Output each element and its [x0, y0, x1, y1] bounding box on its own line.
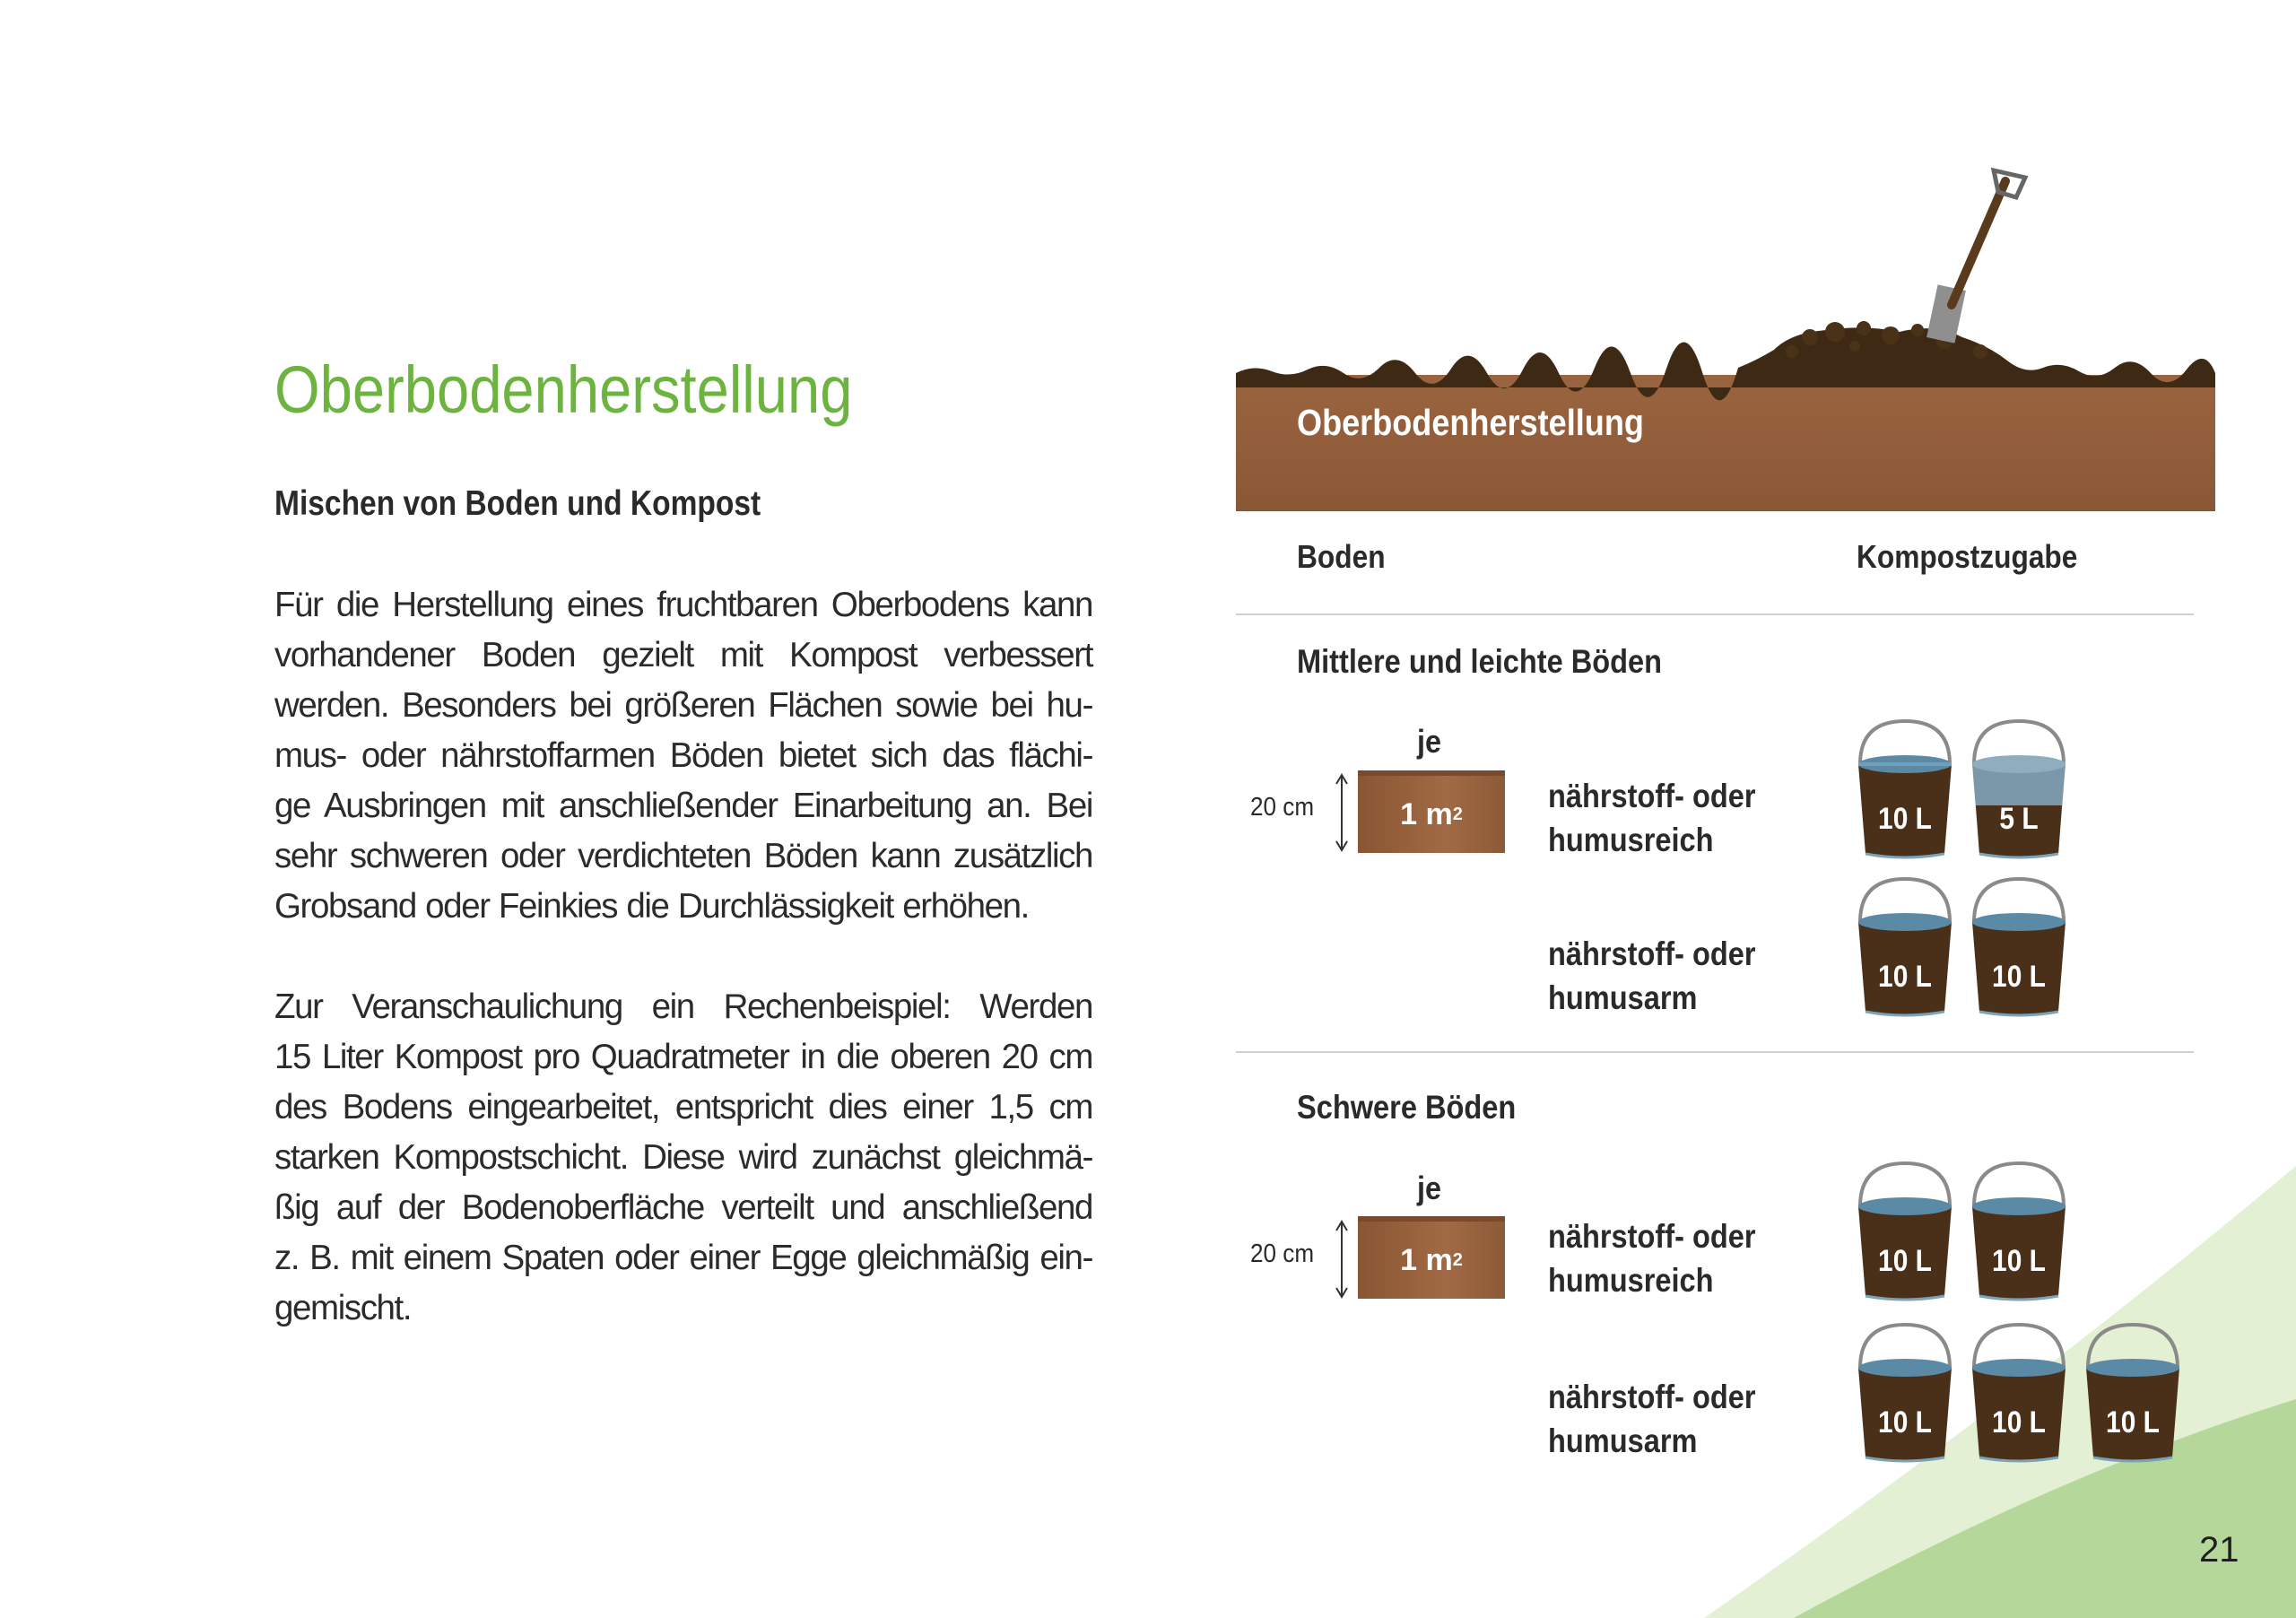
bucket-volume: 10 L: [1878, 1405, 1932, 1440]
compost-bucket: [1855, 719, 1955, 859]
condition-line: humusreich: [1548, 822, 1714, 858]
column-header-soil: Boden: [1297, 538, 1386, 575]
compost-infographic: [1236, 0, 2222, 1618]
bucket-volume: 10 L: [1878, 960, 1932, 994]
compost-bucket: [1969, 1323, 2069, 1463]
bucket-volume: 10 L: [2106, 1405, 2160, 1440]
bucket-volume: 10 L: [1992, 960, 2046, 994]
spade-icon: [1926, 170, 2025, 344]
compost-bucket: [1969, 1161, 2069, 1301]
per-label: je: [1417, 723, 1442, 760]
text-line: z. B. mit einem Spaten oder einer Egge gleichmäßig ein-: [274, 1239, 1092, 1277]
page-number: 21: [2199, 1530, 2239, 1570]
area-superscript: 2: [1452, 1249, 1463, 1270]
compost-bucket: [2083, 1323, 2183, 1463]
condition-line: humusreich: [1548, 1262, 1714, 1299]
bucket-volume: 10 L: [1992, 1405, 2046, 1440]
section-title-heavy: Schwere Böden: [1297, 1089, 1517, 1126]
column-header-compost: Kompostzugabe: [1857, 538, 2078, 575]
page-title: Oberbodenherstellung: [274, 352, 853, 427]
compost-bucket: [1855, 1161, 1955, 1301]
infographic-title: Oberbodenherstellung: [1297, 402, 1644, 443]
text-line: vorhandener Boden gezielt mit Kompost verbessert: [274, 636, 1092, 674]
section-title-medium-light: Mittlere und leichte Böden: [1297, 643, 1663, 680]
condition-line: humusarm: [1548, 1422, 1698, 1459]
condition-line: nährstoff- oder: [1548, 1379, 1756, 1415]
text-line: Zur Veranschaulichung ein Rechenbeispiel: Werden: [274, 987, 1092, 1026]
condition-label: [1548, 932, 1756, 1020]
divider: [1236, 1051, 2194, 1053]
depth-arrow-icon: [1335, 773, 1349, 852]
condition-line: nährstoff- oder: [1548, 778, 1756, 814]
condition-label: [1548, 1214, 1756, 1302]
depth-arrow-icon: [1335, 1220, 1349, 1299]
depth-label: 20 cm: [1250, 1240, 1315, 1268]
soil-block-1m2: [1358, 1216, 1505, 1299]
text-line: 15 Liter Kompost pro Quadratmeter in die oberen 20 cm: [274, 1038, 1092, 1076]
condition-line: nährstoff- oder: [1548, 935, 1756, 972]
area-superscript: 2: [1452, 804, 1463, 824]
text-line: gemischt.: [274, 1289, 412, 1327]
condition-label: [1548, 1375, 1756, 1463]
text-line: des Bodens eingearbeitet, entspricht dies einer 1,5 cm: [274, 1088, 1092, 1127]
condition-label: [1548, 774, 1756, 862]
section-subtitle: Mischen von Boden und Kompost: [274, 484, 761, 523]
condition-line: humusarm: [1548, 979, 1698, 1016]
text-line: mus- oder nährstoffarmen Böden bietet sich das flächi-: [274, 736, 1092, 775]
bucket-volume: 10 L: [1878, 802, 1932, 836]
area-label: 1 m: [1400, 1242, 1453, 1277]
area-label: 1 m: [1400, 796, 1453, 831]
bucket-volume: 5 L: [1999, 802, 2039, 836]
per-label: je: [1417, 1170, 1442, 1206]
text-line: werden. Besonders bei größeren Flächen sowie bei hu-: [274, 686, 1092, 725]
text-line: ge Ausbringen mit anschließender Einarbeitung an. Bei: [274, 787, 1092, 825]
divider: [1236, 613, 2194, 615]
bucket-volume: 10 L: [1992, 1244, 2046, 1278]
compost-bucket: [1855, 1323, 1955, 1463]
condition-line: nährstoff- oder: [1548, 1218, 1756, 1255]
text-line: ßig auf der Bodenoberfläche verteilt und anschließend: [274, 1188, 1092, 1227]
compost-bucket: [1855, 877, 1955, 1017]
bucket-volume: 10 L: [1878, 1244, 1932, 1278]
soil-block-1m2: [1358, 770, 1505, 853]
text-line: Grobsand oder Feinkies die Durchlässigkeit erhöhen.: [274, 887, 1029, 926]
intro-paragraph: [274, 580, 1092, 932]
example-paragraph: [274, 982, 1092, 1334]
text-line: Für die Herstellung eines fruchtbaren Oberbodens kann: [274, 586, 1092, 624]
compost-bucket: [1969, 877, 2069, 1017]
depth-label: 20 cm: [1250, 793, 1315, 822]
text-line: sehr schweren oder verdichteten Böden kann zusätzlich: [274, 837, 1092, 875]
compost-bucket-half: [1969, 719, 2069, 859]
soil-header-illustration: [1236, 161, 2222, 511]
text-line: starken Kompostschicht. Diese wird zunächst gleichmä-: [274, 1138, 1092, 1177]
